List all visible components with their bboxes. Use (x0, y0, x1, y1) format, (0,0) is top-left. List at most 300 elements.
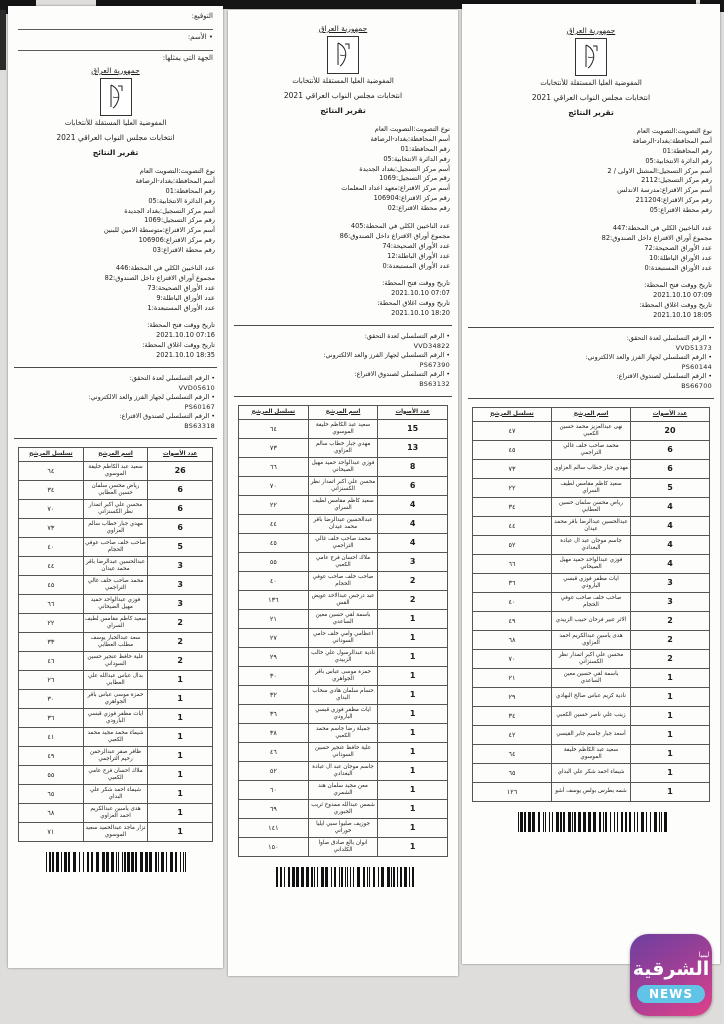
cell-candidate-name: محمد صاحب خلف غالي التراجمي (308, 533, 378, 552)
barcode-bar (400, 867, 402, 887)
cell-candidate-seq: ٣٦ (19, 708, 84, 727)
cell-candidate-seq: ٢٦ (19, 670, 84, 689)
serial-verify-label: • الرقم التسلسلي لعدة التحقق: (129, 374, 215, 383)
cell-votes: 1 (148, 670, 213, 689)
station-times (462, 281, 720, 321)
cell-votes: 2 (378, 571, 448, 590)
cell-candidate-name: هدى ياسين عبدالكريم احمد العزاوي (552, 630, 631, 649)
table-row (19, 708, 213, 727)
barcode-gap (346, 867, 347, 887)
barcode-bar (276, 867, 278, 887)
cell-votes: 6 (631, 459, 710, 478)
barcode-gap (290, 867, 292, 887)
table-row (239, 837, 448, 856)
barcode-bar (149, 852, 152, 872)
barcode-gap (318, 867, 321, 887)
barcode-bar (412, 867, 414, 887)
country-title: جمهورية العراق (91, 66, 140, 75)
barcode-gap (343, 867, 345, 887)
barcode-gap (581, 812, 583, 832)
barcode-gap (54, 852, 56, 872)
barcode-bar (568, 812, 571, 832)
serial-verify-value: VVD05610 (178, 383, 215, 392)
cell-candidate-seq: ٤٥ (239, 533, 309, 552)
barcode-gap (402, 867, 404, 887)
cell-votes: 1 (631, 763, 710, 782)
barcode-gap (375, 867, 378, 887)
cell-votes: 5 (631, 478, 710, 497)
barcode-bar (650, 812, 651, 832)
cell-candidate-name: حسام سلمان هادي سحاب البداي (308, 685, 378, 704)
table-row (19, 765, 213, 784)
table-row (19, 556, 213, 575)
name-label: • الأسم: (187, 33, 213, 41)
open-time-label: تاريخ ووقت فتح المحطة: (382, 279, 450, 288)
barcode-bar (170, 852, 173, 872)
cell-candidate-seq: ٣٦ (239, 704, 309, 723)
cell-candidate-name: شيماء محمد مجيد محمد الكعبي (83, 727, 148, 746)
cell-votes: 1 (148, 746, 213, 765)
commission-title: المفوضية العليا المستقلة للأنتخابات (540, 79, 642, 87)
station-times (228, 279, 458, 319)
barcode-gap (638, 812, 641, 832)
table-row (473, 535, 710, 554)
barcode-bar (556, 812, 559, 832)
sheet-header (462, 4, 720, 117)
scan-edge-left-strip (0, 10, 6, 70)
cell-candidate-seq: ١٤١ (239, 818, 309, 837)
cell-candidate-name: سعيد كاظم مقامس لطيف السراي (83, 613, 148, 632)
barcode-bar (599, 812, 601, 832)
meta-line: أسم المحافظة:بغداد-الرصافة (370, 134, 450, 143)
serial-box-value: BS66700 (681, 382, 712, 391)
cell-votes: 1 (148, 727, 213, 746)
barcode-bar (588, 812, 591, 832)
cell-candidate-seq: ٥٢ (473, 535, 552, 554)
commission-title: المفوضية العليا المستقلة للأنتخابات (292, 77, 394, 85)
barcode-gap (390, 867, 391, 887)
serial-numbers (228, 332, 458, 390)
report-title: تقرير النتائج (92, 148, 139, 157)
barcode-bar (175, 852, 177, 872)
barcode-bar (560, 812, 562, 832)
barcode-gap (546, 812, 549, 832)
cell-candidate-seq: ٤٠ (239, 571, 309, 590)
cell-votes: 1 (378, 685, 448, 704)
cell-votes: 8 (378, 457, 448, 476)
cell-candidate-seq: ٤١ (19, 727, 84, 746)
barcode-gap (184, 852, 185, 872)
barcode-gap (105, 852, 106, 872)
barcode-gap (332, 867, 334, 887)
cell-candidate-seq: ٣٨ (239, 723, 309, 742)
election-title: انتخابات مجلس النواب العراقي 2021 (56, 133, 175, 142)
barcode-bar (528, 812, 531, 832)
cell-candidate-seq: ٣٠ (19, 689, 84, 708)
cell-candidate-name: زينب علي ناصر حسين الكعبي (552, 706, 631, 725)
serial-verify-value: VVD51373 (675, 343, 712, 352)
table-row (239, 761, 448, 780)
barcode-bar (357, 867, 360, 887)
station-metadata (228, 125, 458, 271)
barcode-bar (116, 852, 117, 872)
cell-votes: 3 (631, 592, 710, 611)
cell-votes: 4 (631, 554, 710, 573)
table-row (19, 461, 213, 480)
divider (468, 398, 714, 399)
meta-line: نوع التصويت:التصويت العام (139, 167, 215, 175)
open-time-label: تاريخ ووقت فتح المحطة: (147, 321, 215, 330)
cell-candidate-seq: ٦٥ (19, 784, 84, 803)
cell-candidate-seq: ٦٠ (239, 780, 309, 799)
table-row (473, 611, 710, 630)
cell-candidate-name: نادية كريم عباس صالح البهادي (552, 687, 631, 706)
logo-arabic-text (633, 952, 710, 979)
table-row (19, 632, 213, 651)
cell-candidate-name: ايات مظفر فوزي قبسي البارودي (308, 704, 378, 723)
barcode-gap (540, 812, 543, 832)
table-row (473, 725, 710, 744)
count-line: عدد الأوراق الباطلة:9 (156, 293, 215, 302)
cell-votes: 1 (631, 668, 710, 687)
serial-device-value: PS60167 (184, 402, 215, 411)
barcode-gap (596, 812, 599, 832)
barcode-bar (637, 812, 638, 832)
election-title: انتخابات مجلس النواب العراقي 2021 (283, 91, 403, 100)
header-votes: عدد الأصوات (631, 407, 710, 421)
table-row (19, 803, 213, 822)
barcode-gap (299, 867, 301, 887)
open-time-value: 2021.10.10 07:09 (653, 291, 712, 300)
meta-line: أسم مركز الاقتراع:معهد اعداد المعلمات (341, 184, 450, 193)
cell-candidate-name: انوان بالغ صادق صاوا الكلداني (308, 837, 378, 856)
table-row (239, 704, 448, 723)
meta-line: رقم مركز الاقتراع:211204 (635, 196, 712, 205)
cell-candidate-seq: ٦٤ (19, 461, 84, 480)
cell-votes: 1 (148, 708, 213, 727)
barcode-bar (391, 867, 392, 887)
result-sheet-left (8, 6, 223, 968)
barcode-gap (152, 852, 155, 872)
table-row (473, 687, 710, 706)
cell-votes: 2 (148, 651, 213, 670)
header-name: اسم المرشح (308, 405, 378, 419)
serial-numbers (8, 374, 223, 432)
divider (234, 396, 452, 397)
cell-votes: 2 (378, 590, 448, 609)
cell-votes: 1 (148, 765, 213, 784)
cell-candidate-name: أسعد جبار جاسم جابر القيسي (552, 725, 631, 744)
barcode-bar (397, 867, 398, 887)
barcode-bar (68, 852, 70, 872)
barcode-gap (392, 867, 393, 887)
cell-candidate-seq: ٢٩ (239, 647, 309, 666)
results-table-body (473, 421, 710, 801)
barcode-gap (309, 867, 311, 887)
cell-votes: 4 (631, 516, 710, 535)
barcode-bar (49, 852, 51, 872)
cell-candidate-seq: ٦٩ (239, 799, 309, 818)
barcode-gap (278, 867, 280, 887)
barcode-gap (559, 812, 560, 832)
cell-candidate-name: مهدي جبار خطاب سالم العزاوي (552, 459, 631, 478)
barcode-gap (571, 812, 572, 832)
header-seq: تسلسل المرشح (473, 407, 552, 421)
cell-candidate-seq: ٤٤ (19, 556, 84, 575)
cell-votes: 1 (378, 628, 448, 647)
barcode-bar (605, 812, 607, 832)
country-title: جمهورية العراق (318, 24, 368, 33)
barcode-bar (64, 852, 67, 872)
barcode-bar (664, 812, 667, 832)
barcode-gap (519, 812, 520, 832)
cell-votes: 1 (631, 725, 710, 744)
barcode-gap (526, 812, 528, 832)
iraq-emblem-icon (327, 36, 359, 74)
barcode-gap (285, 867, 288, 887)
count-line: مجموع أوراق الاقتراع داخل الصندوق:82 (601, 233, 712, 242)
barcode (8, 852, 223, 872)
cell-candidate-seq: ٦٤ (473, 744, 552, 763)
table-row (19, 689, 213, 708)
cell-candidate-name: عبدالحسين عبدالرضا باقر محمد عيدان (552, 516, 631, 535)
table-row (473, 554, 710, 573)
table-row (473, 744, 710, 763)
cell-votes: 3 (148, 594, 213, 613)
barcode-gap (607, 812, 610, 832)
cell-candidate-name: شيماء احمد شكر علي البداي (83, 784, 148, 803)
cell-votes: 2 (631, 630, 710, 649)
table-row (473, 630, 710, 649)
cell-candidate-name: بدال عباس عبدالله علي العطابي (83, 670, 148, 689)
cell-candidate-seq: ٣٤ (19, 480, 84, 499)
barcode-gap (336, 867, 339, 887)
meta-line: رقم محطة الاقتراع:03 (152, 246, 215, 255)
table-row (239, 818, 448, 837)
cell-votes: 2 (148, 632, 213, 651)
count-line: عدد الأوراق المستبعدة:1 (147, 303, 215, 312)
cell-votes: 3 (631, 573, 710, 592)
barcode-bar (145, 852, 148, 872)
cell-candidate-seq: ٤٦ (19, 651, 84, 670)
header-seq: تسلسل المرشح (239, 405, 309, 419)
cell-votes: 6 (378, 476, 448, 495)
report-title: تقرير النتائج (320, 106, 366, 115)
meta-line: أسم مركز التسجيل:بغداد الجديدة (359, 164, 450, 173)
count-line: مجموع أوراق الاقتراع داخل الصندوق:82 (104, 273, 215, 282)
close-time-value: 2021.10.10 18:35 (156, 351, 215, 360)
barcode-gap (295, 867, 296, 887)
results-table (472, 407, 710, 802)
barcode-gap (627, 812, 629, 832)
table-row (19, 727, 213, 746)
barcode-gap (647, 812, 650, 832)
cell-candidate-name: سعيد كاظم مقامس لطيف السراي (308, 495, 378, 514)
table-row (19, 594, 213, 613)
barcode-bar (393, 867, 395, 887)
barcode-bar (87, 852, 89, 872)
barcode-bar (155, 852, 157, 872)
barcode-gap (123, 852, 124, 872)
cell-votes: 1 (148, 784, 213, 803)
barcode-gap (93, 852, 96, 872)
logo-arabic-main: الشرقية (632, 957, 710, 980)
cell-candidate-seq: ٣٤ (473, 497, 552, 516)
barcode-gap (173, 852, 175, 872)
cell-candidate-seq: ٢٢ (239, 495, 309, 514)
barcode-bar (140, 852, 143, 872)
logo-news-label: NEWS (637, 985, 705, 1003)
cell-candidate-seq: ٤٤ (473, 516, 552, 535)
serial-box-label: • الرقم التسلسلي لصندوق الاقتراع: (354, 370, 450, 379)
meta-line: رقم المحافظة:01 (400, 144, 450, 153)
cell-candidate-name: سعيد عبد الكاظم خليفة الموسوي (552, 744, 631, 763)
open-time-value: 2021.10.10 07:16 (156, 331, 215, 340)
cell-candidate-name: محسن علي اكبر اتمدار نظر الكسنزاني (308, 476, 378, 495)
barcode-bar (641, 812, 644, 832)
table-row (239, 799, 448, 818)
barcode-gap (395, 867, 397, 887)
barcode-gap (631, 812, 634, 832)
barcode-bar (280, 867, 282, 887)
cell-votes: 1 (378, 704, 448, 723)
barcode-bar (409, 867, 410, 887)
barcode-gap (657, 812, 659, 832)
cell-candidate-name: سعد عبدالجبار يوسف مطلب العطابي (83, 632, 148, 651)
cell-candidate-seq: ٤٠ (473, 592, 552, 611)
serial-device-label: • الرقم التسلسلي لجهاز الفرز والعد الالكتروني: (323, 351, 450, 360)
cell-candidate-name: شيماء احمد شكر علي البداي (552, 763, 631, 782)
cell-candidate-name: الاثر عبير فرحان حبيب الزبيدي (552, 611, 631, 630)
barcode-bar (538, 812, 540, 832)
table-header-row (239, 405, 448, 419)
barcode-gap (181, 852, 183, 872)
cell-candidate-seq: ٤٢ (473, 725, 552, 744)
name-line (18, 41, 213, 51)
barcode-gap (635, 812, 637, 832)
serial-box-label: • الرقم التسلسلي لصندوق الاقتراع: (119, 412, 215, 421)
barcode-gap (159, 852, 161, 872)
barcode-gap (348, 867, 350, 887)
barcode-gap (177, 852, 180, 872)
barcode-gap (384, 867, 387, 887)
signature-line (18, 20, 213, 30)
barcode-bar (124, 852, 126, 872)
cell-candidate-seq: ٢٢ (473, 478, 552, 497)
barcode-gap (544, 812, 545, 832)
table-row (239, 476, 448, 495)
cell-candidate-seq: ٣٠ (239, 666, 309, 685)
station-times (8, 321, 223, 361)
barcode-bar (345, 867, 346, 887)
cell-candidate-seq: ٤٦ (239, 742, 309, 761)
serial-device-label: • الرقم التسلسلي لجهاز الفرز والعد الالكتروني: (585, 353, 712, 362)
close-time-label: تاريخ ووقت اغلاق المحطة: (377, 299, 450, 308)
divider (14, 438, 217, 439)
cell-votes: 3 (378, 552, 448, 571)
cell-candidate-name: جاسم موجان عبد ال عبادة البغدادي (308, 761, 378, 780)
table-row (19, 480, 213, 499)
barcode-bar (325, 867, 328, 887)
cell-votes: 1 (631, 706, 710, 725)
commission-title: المفوضية العليا المستقلة للأنتخابات (64, 119, 167, 127)
barcode-bar (341, 867, 343, 887)
barcode-bar (135, 852, 137, 872)
cell-votes: 1 (378, 742, 448, 761)
barcode-gap (148, 852, 149, 872)
cell-votes: 4 (378, 495, 448, 514)
barcode-gap (535, 812, 538, 832)
cell-candidate-seq: ٥٢ (239, 761, 309, 780)
meta-line: رقم مركز الاقتراع:106906 (138, 236, 215, 245)
cell-candidate-name: عبدالحسين عبدالرضا باقر محمد عيدان (308, 514, 378, 533)
barcode-gap (354, 867, 357, 887)
table-row (239, 780, 448, 799)
barcode-bar (614, 812, 615, 832)
barcode-bar (91, 852, 93, 872)
barcode-bar (347, 867, 348, 887)
cell-candidate-seq: ٢١ (239, 609, 309, 628)
barcode-bar (73, 852, 76, 872)
barcode-bar (118, 852, 119, 872)
table-row (473, 516, 710, 535)
barcode-gap (167, 852, 170, 872)
header-votes: عدد الأصوات (378, 405, 448, 419)
barcode-bar (185, 852, 186, 872)
table-row (239, 742, 448, 761)
barcode-gap (550, 812, 552, 832)
barcode-bar (654, 812, 657, 832)
barcode-gap (553, 812, 556, 832)
cell-candidate-seq: ٦٨ (19, 803, 84, 822)
barcode-gap (273, 867, 276, 887)
cell-candidate-seq: ٧٠ (473, 649, 552, 668)
close-time-value: 2021.10.10 18:20 (391, 309, 450, 318)
cell-candidate-seq: ١٥٠ (239, 837, 309, 856)
barcode-bar (350, 867, 351, 887)
meta-line: رقم محطة الاقتراع:05 (649, 206, 712, 215)
barcode-bar (387, 867, 390, 887)
table-row (239, 419, 448, 438)
meta-line: نوع التصويت:التصويت العام (374, 125, 450, 133)
barcode-bar (306, 867, 309, 887)
barcode-gap (368, 867, 369, 887)
cell-candidate-name: سعيد عبد الكاظم خليفة الموسوي (83, 461, 148, 480)
meta-line: أسم مركز التسجيل:المشتل الاولى / 2 (607, 166, 712, 175)
serial-device-label: • الرقم التسلسلي لجهاز الفرز والعد الالكتروني: (88, 393, 215, 402)
iraq-emblem-icon (575, 38, 607, 76)
cell-candidate-name: ملاك احسان فرج عامي الكعبي (83, 765, 148, 784)
cell-candidate-name: جميلة رضا جاسم محمد الكعبي (308, 723, 378, 742)
cell-votes: 1 (148, 689, 213, 708)
results-table (18, 447, 213, 842)
cell-candidate-name: اعظامي وامي خلف حامي السوداني (308, 628, 378, 647)
cell-candidate-seq: ٣٢ (239, 685, 309, 704)
table-row (473, 459, 710, 478)
barcode-gap (157, 852, 158, 872)
barcode-gap (611, 812, 614, 832)
barcode-bar (321, 867, 324, 887)
cell-candidate-seq: ٤٥ (19, 575, 84, 594)
barcode-bar (52, 852, 54, 872)
signature-label: التوقيع: (191, 12, 213, 20)
results-table-wrap (238, 405, 448, 857)
barcode-bar (378, 867, 379, 887)
table-row (239, 685, 448, 704)
cell-candidate-seq: ٧٣ (473, 459, 552, 478)
barcode-bar (524, 812, 526, 832)
barcode-bar (603, 812, 604, 832)
